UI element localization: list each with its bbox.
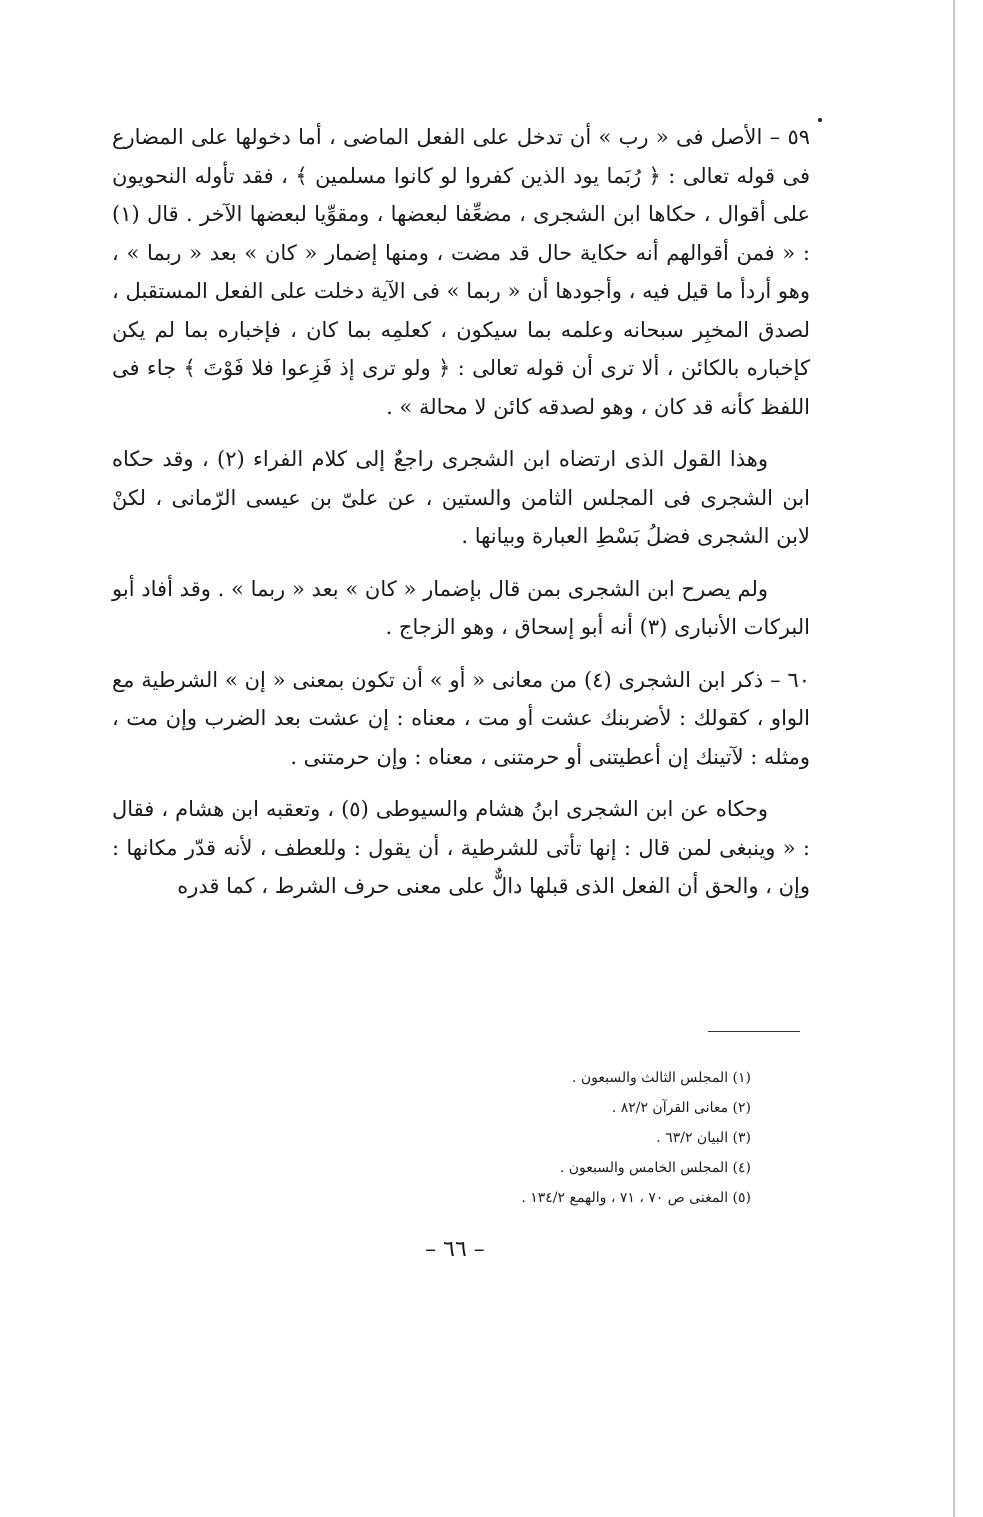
paragraph-59: ٥٩ – الأصل فى « رب » أن تدخل على الفعل الماضى ، أما دخولها على المضارع فى قوله تعالى : ﴿ رُبَما يود الذين كفروا لو كانوا مسلمين ﴾ ، فقد تأوله النحويون على أقوال ، حكاها ابن الشجرى ، مضعِّفا لبعضها ، ومقوِّيا لبعضها الآخر . قال (١) : « فمن أقوالهم أنه حكاية حال قد مضت ، ومنها إضمار « كان » بعد « ربما » ، وهو أردأ ما قيل فيه ، وأجودها أن « ربما » فى الآية دخلت على الفعل المستقبل ، لصدق المخبِر سبحانه وعلمه بما سيكون ، كعلمِه بما كان ، فإخباره بما لم يكن كإخباره بالكائن ، ألا ترى أن قوله تعالى : ﴿ ولو ترى إذ فَزِعوا فلا فَوْتَ ﴾ جاء فى اللفظ كأنه قد كان ، وهو لصدقه كائن لا محالة » .	[112, 125, 810, 419]
paragraph-zajjaj: ولم يصرح ابن الشجرى بمن قال بإضمار « كان » بعد « ربما » . وقد أفاد أبو البركات الأنبارى (٣) أنه أبو إسحاق ، وهو الزجاج .	[112, 576, 810, 639]
footnote-3: (٣) البيان ٦٣/٢ .	[656, 1130, 751, 1146]
paragraph-60: ٦٠ – ذكر ابن الشجرى (٤) من معانى « أو » أن تكون بمعنى « إن » الشرطية مع الواو ، كقولك : لأضربنك عشت أو مت ، معناه : إن عشت بعد الضرب وإن مت ، ومثله : لآتينك إن أعطيتنى أو حرمتنى ، معناه : وإن حرمتنى .	[112, 667, 811, 769]
scan-page-edge	[953, 0, 955, 1517]
page-number: – ٦٦ –	[425, 1237, 485, 1262]
footnote-4: (٤) المجلس الخامس والسبعون .	[559, 1160, 751, 1176]
footnote-separator	[708, 1031, 800, 1032]
footnotes	[351, 1063, 751, 1213]
footnote-1: (١) المجلس الثالث والسبعون .	[571, 1070, 751, 1086]
footnote-2: (٢) معانى القرآن ٨٢/٢ .	[611, 1100, 751, 1116]
footnote-5: (٥) المغنى ص ٧٠ ، ٧١ ، والهمع ١٣٤/٢ .	[521, 1190, 751, 1206]
paragraph-ibn-hisham: وحكاه عن ابن الشجرى ابنُ هشام والسيوطى (٥) ، وتعقبه ابن هشام ، فقال : « وينبغى لمن قال : إنها تأتى للشرطية ، أن يقول : وللعطف ، لأنه قدّر مكانها : وإن ، والحق أن الفعل الذى قبلها دالٌّ على معنى حرف الشرط ، كما قدره	[112, 797, 810, 898]
paragraph-farra: وهذا القول الذى ارتضاه ابن الشجرى راجعٌ إلى كلام الفراء (٢) ، وقد حكاه ابن الشجرى فى المجلس الثامن والستين ، عن علىّ بن عيسى الرّمانى ، لكنْ لابن الشجرى فضلُ بَسْطِ العبارة وبيانها .	[112, 447, 810, 548]
main-text	[112, 118, 810, 920]
scan-speck	[818, 118, 822, 122]
